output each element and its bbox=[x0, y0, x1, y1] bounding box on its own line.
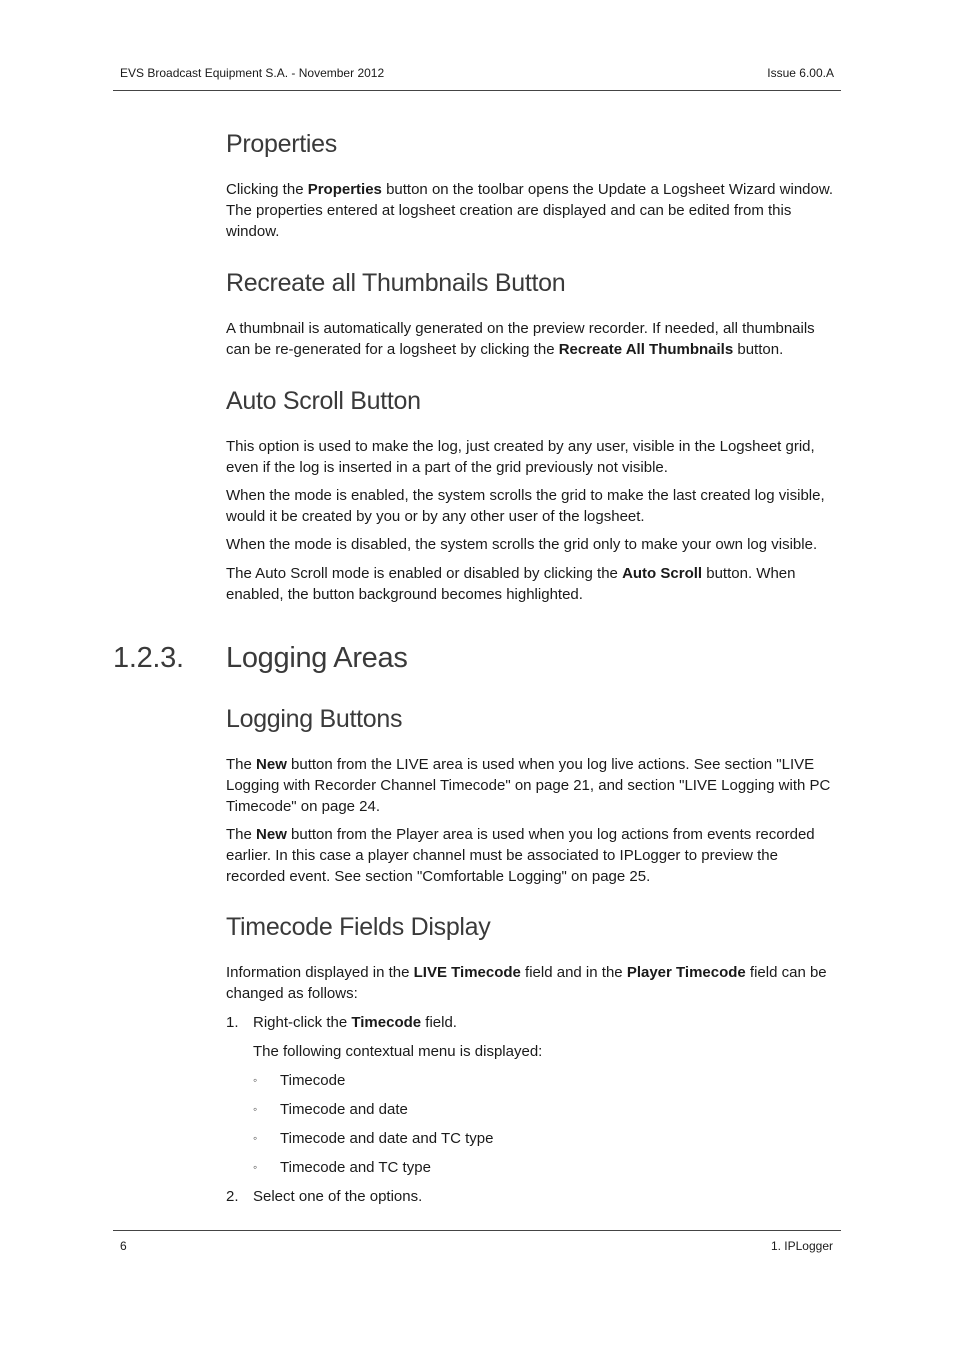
menu-option-item bbox=[226, 1128, 838, 1149]
bold-term: Auto Scroll bbox=[622, 565, 703, 582]
menu-option-item bbox=[226, 1157, 838, 1178]
step-text bbox=[253, 1012, 838, 1033]
menu-option-label: Timecode and TC type bbox=[280, 1159, 431, 1176]
text-run: The bbox=[226, 826, 257, 843]
section-logging-buttons bbox=[226, 705, 838, 887]
logging-buttons-paragraph-1 bbox=[226, 754, 838, 817]
heading-properties: Properties bbox=[226, 130, 337, 158]
heading-recreate-thumbnails: Recreate all Thumbnails Button bbox=[226, 269, 566, 297]
text-run: field can be changed as follows: bbox=[226, 964, 827, 1002]
text-run: Right-click the bbox=[253, 1014, 352, 1031]
bold-term: New bbox=[256, 826, 287, 843]
bullet-icon: ◦ bbox=[253, 1131, 258, 1145]
text-run: Clicking the bbox=[226, 181, 308, 198]
section-auto-scroll bbox=[226, 387, 838, 605]
step-text: Select one of the options. bbox=[253, 1188, 423, 1205]
step-1-note bbox=[226, 1041, 838, 1062]
footer-page-number: 6 bbox=[120, 1239, 127, 1253]
properties-paragraph bbox=[226, 179, 838, 242]
page-footer bbox=[113, 1230, 841, 1255]
autoscroll-paragraph-2: When the mode is enabled, the system scrolls the grid to make the last created log visible, would it be created by you or by any other user of the logsheet. bbox=[226, 487, 825, 525]
menu-option-label: Timecode and date and TC type bbox=[280, 1130, 494, 1147]
step-note-text: The following contextual menu is displayed: bbox=[253, 1043, 543, 1060]
text-run: button. bbox=[733, 341, 784, 358]
timecode-paragraph bbox=[226, 962, 838, 1004]
text-run: button on the toolbar opens the Update a Logsheet Wizard window. The properties entered at logsheet creation are displayed and can be edited from this window. bbox=[226, 181, 834, 240]
heading-auto-scroll: Auto Scroll Button bbox=[226, 387, 421, 415]
text-run: The bbox=[226, 756, 257, 773]
text-run: field. bbox=[421, 1014, 457, 1031]
logging-buttons-paragraph-2 bbox=[226, 824, 838, 887]
section-recreate-thumbnails bbox=[226, 269, 838, 360]
autoscroll-paragraph-3: When the mode is disabled, the system scrolls the grid only to make your own log visible. bbox=[226, 536, 818, 553]
bullet-icon: ◦ bbox=[253, 1160, 258, 1174]
header-publisher: EVS Broadcast Equipment S.A. - November 2012 bbox=[120, 66, 385, 80]
menu-option-label: Timecode and date bbox=[280, 1101, 408, 1118]
bold-term: Recreate All Thumbnails bbox=[558, 341, 734, 358]
menu-option-item bbox=[226, 1099, 838, 1120]
menu-option-item bbox=[226, 1070, 838, 1091]
recreate-paragraph bbox=[226, 318, 838, 360]
text-run: button. When enabled, the button background becomes highlighted. bbox=[226, 565, 796, 603]
autoscroll-paragraph-1: This option is used to make the log, just created by any user, visible in the Logsheet grid, even if the log is inserted in a part of the grid previously not visible. bbox=[226, 438, 815, 476]
bold-term: New bbox=[256, 756, 287, 773]
list-item-step-1 bbox=[226, 1012, 838, 1033]
menu-option-label: Timecode bbox=[280, 1072, 346, 1089]
contextual-menu-options bbox=[226, 1070, 838, 1178]
bold-term: Player Timecode bbox=[626, 964, 746, 981]
bold-term: LIVE Timecode bbox=[413, 964, 521, 981]
section-properties bbox=[226, 130, 838, 242]
chapter-heading bbox=[113, 642, 843, 682]
page-header bbox=[113, 64, 841, 91]
text-run: button from the LIVE area is used when you log live actions. See section "LIVE Logging with Recorder Channel Timecode" on page 21, and section "LIVE Logging with PC Timecode" on page 24. bbox=[226, 756, 831, 815]
steps-list bbox=[226, 1012, 838, 1207]
chapter-title: Logging Areas bbox=[226, 642, 408, 674]
bold-term: Timecode bbox=[351, 1014, 422, 1031]
bullet-icon: ◦ bbox=[253, 1073, 258, 1087]
bold-term: Properties bbox=[307, 181, 382, 198]
heading-timecode-fields: Timecode Fields Display bbox=[226, 913, 491, 941]
text-run: field and in the bbox=[520, 964, 627, 981]
heading-logging-buttons: Logging Buttons bbox=[226, 705, 403, 733]
section-timecode-fields bbox=[226, 913, 838, 1207]
text-run: A thumbnail is automatically generated on the preview recorder. If needed, all thumbnails can be re-generated for a logsheet by clicking the bbox=[226, 320, 815, 358]
list-item-step-2 bbox=[226, 1186, 838, 1207]
chapter-number: 1.2.3. bbox=[113, 642, 184, 674]
bullet-icon: ◦ bbox=[253, 1102, 258, 1116]
text-run: button from the Player area is used when you log actions from events recorded earlier. In this case a player channel must be associated to IPLogger to preview the recorded event. See section "Comfortable Logging" on page 25. bbox=[226, 826, 815, 885]
step-number: 1. bbox=[226, 1014, 239, 1031]
text-run: The Auto Scroll mode is enabled or disabled by clicking the bbox=[226, 565, 623, 582]
autoscroll-paragraph-4 bbox=[226, 563, 838, 605]
header-issue: Issue 6.00.A bbox=[767, 66, 834, 80]
footer-section-name: 1. IPLogger bbox=[770, 1239, 833, 1253]
step-number: 2. bbox=[226, 1188, 239, 1205]
text-run: Information displayed in the bbox=[226, 964, 414, 981]
